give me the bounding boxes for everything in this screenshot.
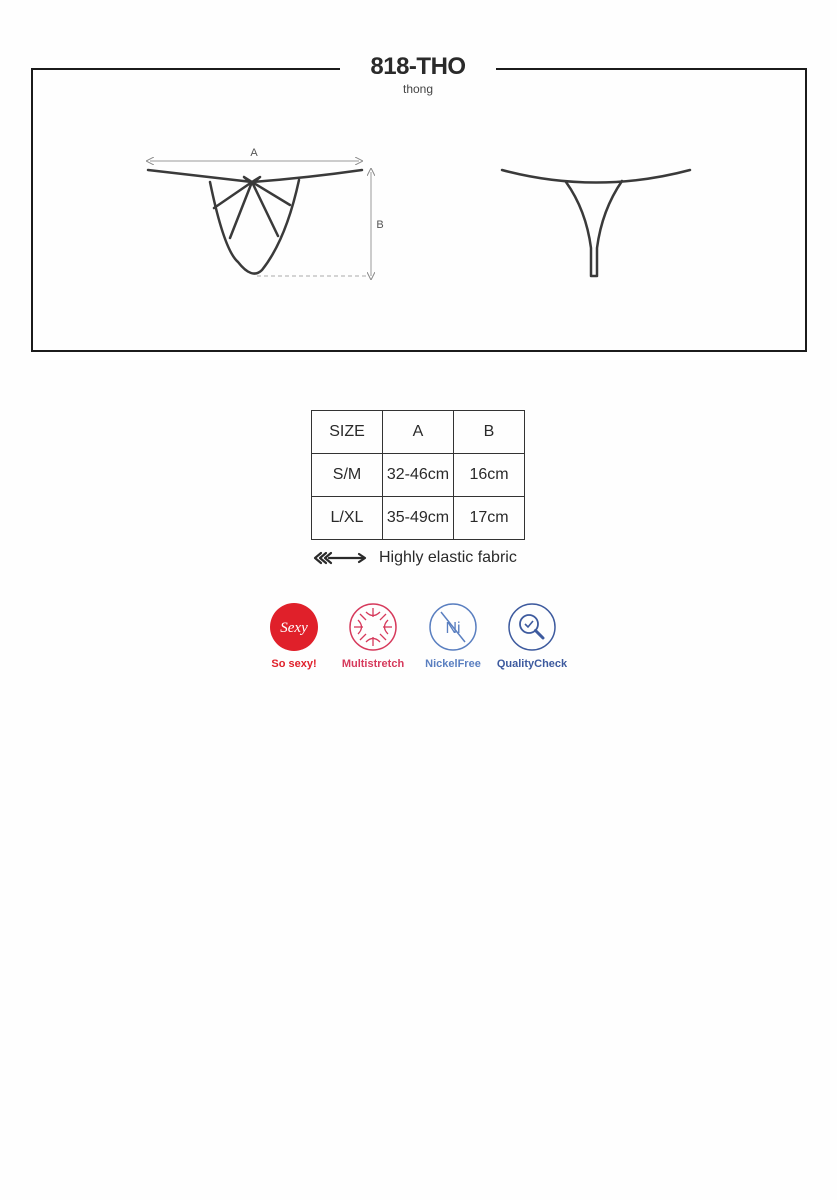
table-cell: 17cm bbox=[454, 497, 525, 540]
elastic-text: Highly elastic fabric bbox=[379, 549, 517, 566]
badge-so-sexy bbox=[254, 602, 334, 670]
table-header-cell: SIZE bbox=[312, 411, 383, 454]
stretch-arrows-icon bbox=[313, 551, 371, 565]
badge-label: QualityCheck bbox=[496, 658, 568, 670]
svg-text:Sexy: Sexy bbox=[280, 620, 308, 636]
table-cell: 16cm bbox=[454, 454, 525, 497]
nickel-free-icon bbox=[428, 602, 478, 652]
back-view-sketch bbox=[502, 170, 690, 276]
badge-label: Multistretch bbox=[341, 658, 405, 670]
badge-nickel-free bbox=[413, 602, 493, 670]
dimension-a-label: A bbox=[250, 147, 258, 159]
elastic-note bbox=[313, 548, 517, 568]
table-row bbox=[312, 454, 525, 497]
table-header-cell: A bbox=[383, 411, 454, 454]
size-table bbox=[311, 410, 525, 540]
badge-multistretch bbox=[333, 602, 413, 670]
badge-label: So sexy! bbox=[271, 658, 317, 670]
title-block bbox=[340, 52, 496, 96]
table-row bbox=[312, 497, 525, 540]
front-view-sketch bbox=[148, 170, 362, 274]
table-cell: 32-46cm bbox=[383, 454, 454, 497]
table-cell: S/M bbox=[312, 454, 383, 497]
table-cell: L/XL bbox=[312, 497, 383, 540]
multistretch-icon bbox=[348, 602, 398, 652]
table-cell: 35-49cm bbox=[383, 497, 454, 540]
table-header-cell: B bbox=[454, 411, 525, 454]
product-type: thong bbox=[402, 82, 434, 96]
quality-check-icon bbox=[507, 602, 557, 652]
svg-text:Ni: Ni bbox=[445, 620, 461, 637]
badge-quality-check bbox=[492, 602, 572, 670]
dimension-b-label: B bbox=[376, 219, 384, 231]
badge-label: NickelFree bbox=[425, 658, 481, 670]
product-code: 818-THO bbox=[370, 53, 466, 80]
sexy-icon bbox=[269, 602, 319, 652]
table-header-row bbox=[312, 411, 525, 454]
